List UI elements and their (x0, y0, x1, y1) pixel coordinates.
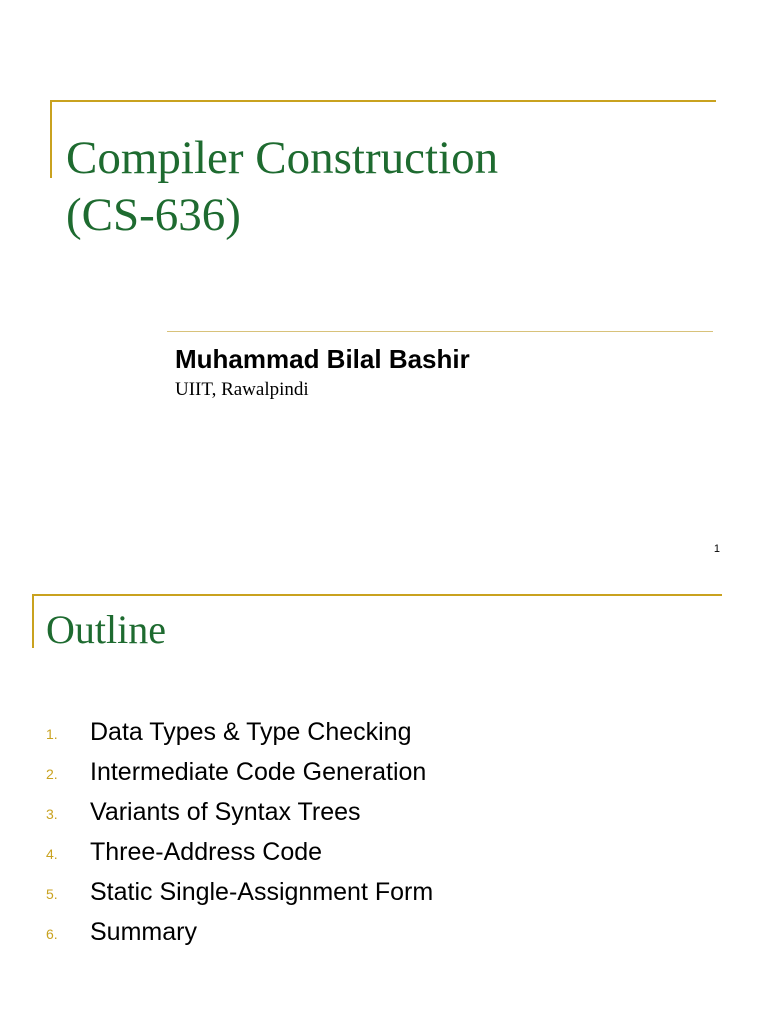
list-item-text: Intermediate Code Generation (90, 758, 427, 786)
list-item-number: 2. (46, 766, 58, 782)
slide-title (66, 130, 498, 245)
outline-title: Outline (46, 607, 166, 652)
list-item-text: Static Single-Assignment Form (90, 878, 434, 906)
title-line-2: (CS-636) (66, 189, 241, 242)
outline-frame-top-rule (32, 594, 722, 596)
outline-frame-left-rule (32, 594, 34, 648)
title-frame-left-rule (50, 100, 52, 178)
list-item-number: 4. (46, 846, 58, 862)
title-frame-top-rule (50, 100, 716, 102)
list-item-number: 1. (46, 726, 58, 742)
author-affiliation: UIIT, Rawalpindi (175, 379, 309, 400)
page-number: 1 (713, 543, 720, 555)
list-item-text: Summary (90, 918, 197, 946)
list-item-text: Variants of Syntax Trees (90, 798, 361, 826)
list-item-number: 6. (46, 926, 58, 942)
list-item-number: 5. (46, 886, 58, 902)
subtitle-rule (167, 331, 713, 332)
author-name: Muhammad Bilal Bashir (175, 344, 470, 374)
list-item-number: 3. (46, 806, 58, 822)
title-line-1: Compiler Construction (66, 132, 499, 184)
list-item-text: Data Types & Type Checking (90, 718, 412, 746)
list-item-text: Three-Address Code (90, 838, 323, 866)
